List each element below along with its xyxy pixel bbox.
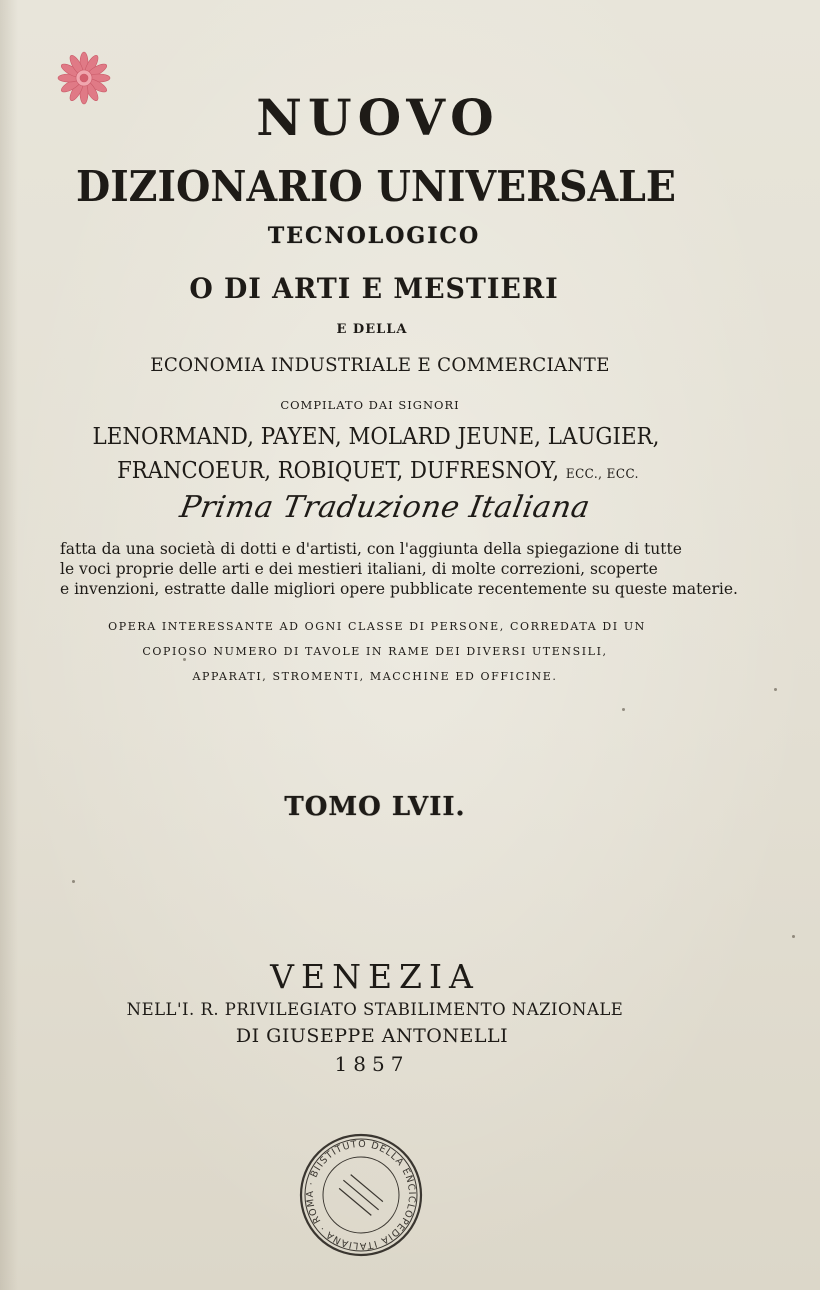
imprint-printer: DI GIUSEPPE ANTONELLI bbox=[235, 1025, 509, 1047]
imprint-publisher: NELL'I. R. PRIVILEGIATO STABILIMENTO NAZIONALE bbox=[126, 1000, 624, 1020]
title-dizionario-universale: DIZIONARIO UNIVERSALE bbox=[75, 162, 677, 211]
authors-ecc: ECC., ECC. bbox=[565, 467, 639, 482]
opera-line-2: COPIOSO NUMERO DI TAVOLE IN RAME DEI DIVERSI UTENSILI, bbox=[142, 645, 608, 658]
compiled-by-label: COMPILATO DAI SIGNORI bbox=[280, 398, 460, 412]
opera-line-1: OPERA INTERESSANTE AD OGNI CLASSE DI PERSONE, CORREDATA DI UN bbox=[108, 620, 646, 633]
title-economia: ECONOMIA INDUSTRIALE E COMMERCIANTE bbox=[150, 354, 610, 376]
authors-line-2-names: FRANCOEUR, ROBIQUET, DUFRESNOY, bbox=[117, 458, 560, 484]
stamp-text: ISTITUTO DELLA ENCICLOPEDIA ITALIANA · ROMA · BIBLIOTECA bbox=[304, 1138, 418, 1252]
title-nuovo: NUOVO bbox=[256, 88, 500, 147]
description-paragraph bbox=[60, 539, 738, 599]
imprint-year: 1857 bbox=[334, 1052, 410, 1076]
paper-speck bbox=[792, 935, 795, 938]
description-line: fatta da una società di dotti e d'artisti, con l'aggiunta della spiegazione di tutte bbox=[60, 540, 682, 558]
paper-speck bbox=[774, 688, 777, 691]
opera-line-3: APPARATI, STROMENTI, MACCHINE ED OFFICINE. bbox=[192, 670, 558, 683]
title-arti-e-mestieri: O DI ARTI E MESTIERI bbox=[189, 272, 559, 305]
paper-speck bbox=[183, 658, 186, 661]
library-stamp bbox=[298, 1132, 424, 1258]
translation-heading: Prima Traduzione Italiana bbox=[177, 490, 593, 525]
paper-speck bbox=[72, 880, 75, 883]
title-tecnologico: TECNOLOGICO bbox=[267, 223, 481, 249]
title-e-della: E DELLA bbox=[336, 322, 408, 337]
paper-speck bbox=[622, 708, 625, 711]
volume-label: TOMO LVII. bbox=[284, 792, 466, 822]
description-line: e invenzioni, estratte dalle migliori opere pubblicate recentemente su queste materie. bbox=[60, 580, 738, 598]
authors-line-2 bbox=[1, 458, 755, 484]
imprint-city: VENEZIA bbox=[270, 957, 480, 996]
description-line: le voci proprie delle arti e dei mestieri italiani, di molte correzioni, scoperte bbox=[60, 560, 658, 578]
authors-line-1: LENORMAND, PAYEN, MOLARD JEUNE, LAUGIER, bbox=[92, 424, 660, 450]
